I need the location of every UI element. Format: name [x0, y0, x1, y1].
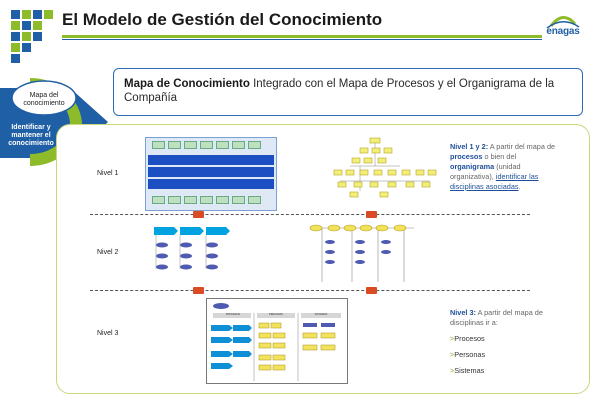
drilldown-marker: [366, 287, 377, 294]
drilldown-marker: [193, 211, 204, 218]
desc1-link[interactable]: identificar las disciplinas asociadas: [450, 172, 539, 191]
desc3-text: A partir del mapa de disciplinas ir a:: [450, 308, 543, 327]
badge-bottom-label: Identificar y mantener el conocimiento: [8, 124, 54, 147]
level-1-2-description: [450, 142, 558, 192]
desc3-item-sistemas: >Sistemas: [450, 366, 485, 375]
desc1-text-3: (unidad organizativa),: [450, 162, 521, 181]
level-1-label: Nivel 1: [97, 170, 119, 177]
level-3-label: Nivel 3: [97, 330, 119, 337]
col-sistemas: SISTEMAS: [314, 313, 328, 316]
desc3-lead: Nivel 3:: [450, 308, 476, 317]
separator-2: [90, 290, 530, 291]
desc3-item-personas: >Personas: [450, 350, 486, 359]
desc1-procesos: procesos: [450, 152, 483, 161]
desc1-text-1: A partir del mapa de: [488, 142, 556, 151]
desc3-item-procesos: >Procesos: [450, 334, 485, 343]
headline-box: [113, 68, 583, 116]
drilldown-marker: [193, 287, 204, 294]
org-chart-thumbnail: [330, 136, 440, 202]
title-underline-thin: [62, 39, 542, 40]
desc1-text-4: .: [518, 182, 521, 191]
process-disciplines-diagram: [150, 225, 240, 280]
separator-1: [90, 214, 530, 215]
org-disciplines-diagram: [308, 222, 418, 284]
drilldown-marker: [366, 211, 377, 218]
badge-top-label: Mapa del conocimiento: [23, 92, 65, 107]
logo-text: enagas: [546, 26, 580, 37]
desc1-text-2: o bien del: [482, 152, 517, 161]
headline-text: Integrado con el Mapa de Procesos y el Organigrama de la Compañía: [124, 78, 555, 104]
col-personas: PERSONAS: [269, 313, 283, 316]
col-procesos: PROCESOS: [225, 313, 241, 316]
level-3-description: [450, 308, 558, 376]
headline-bold: Mapa de Conocimiento: [124, 78, 250, 90]
process-map-thumbnail: [145, 137, 277, 211]
page-title: El Modelo de Gestión del Conocimiento: [62, 10, 383, 29]
title-underline: [62, 35, 542, 38]
company-logo: [541, 12, 585, 44]
level-2-label: Nivel 2: [97, 249, 119, 256]
desc1-lead: Nivel 1 y 2:: [450, 142, 489, 151]
discipline-detail-diagram: [206, 298, 348, 384]
desc1-organigrama: organigrama: [450, 162, 495, 171]
